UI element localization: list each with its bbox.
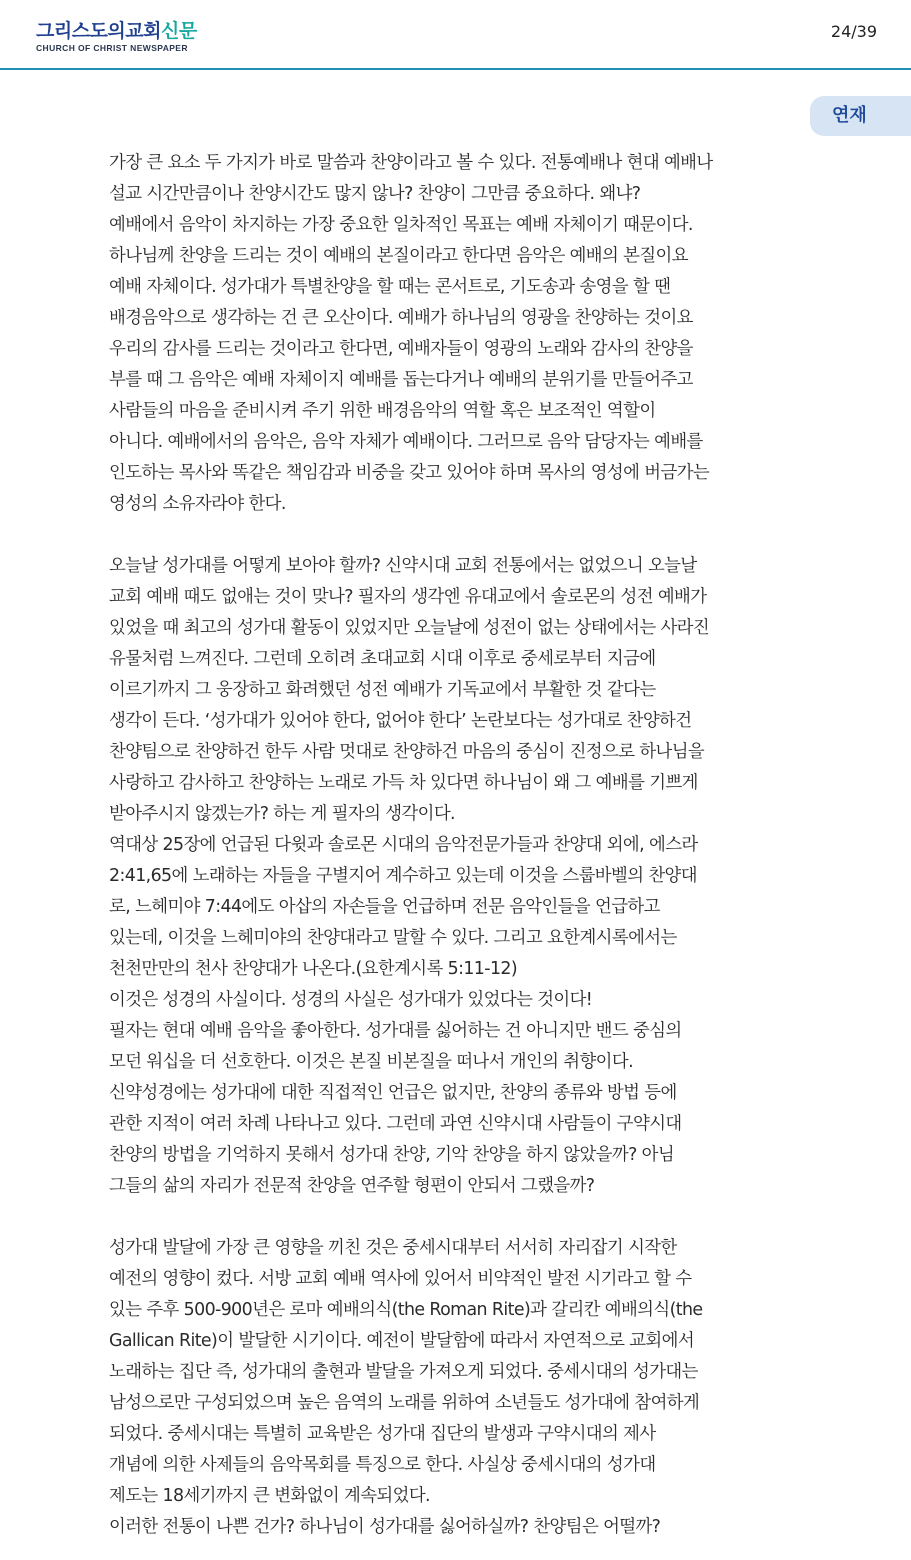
paragraph-1 [109,148,809,520]
text-line: 가장 큰 요소 두 가지가 바로 말씀과 찬양이라고 볼 수 있다. 전통예배나 현대 예배나 [109,153,713,173]
text-line: 있는 주후 500-900년은 로마 예배의식(the Roman Rite)과 갈리칸 예배의식(the [109,1300,703,1320]
text-line: 설교 시간만큼이나 찬양시간도 많지 않나? 찬양이 그만큼 중요하다. 왜냐? [109,184,641,204]
text-line: 찬양팀으로 찬양하건 한두 사람 멋대로 찬양하건 마음의 중심이 진정으로 하나님을 [109,742,705,762]
text-line: 우리의 감사를 드리는 것이라고 한다면, 예배자들이 영광의 노래와 감사의 찬양을 [109,339,693,359]
article-body [109,148,809,1543]
text-line: 찬양의 방법을 기억하지 못해서 성가대 찬양, 기악 찬양을 하지 않았을까? 아님 [109,1145,675,1165]
text-line: 노래하는 집단 즉, 성가대의 출현과 발달을 가져오게 되었다. 중세시대의 성가대는 [109,1362,698,1382]
text-line: 인도하는 목사와 똑같은 책임감과 비중을 갖고 있어야 하며 목사의 영성에 버금가는 [109,463,710,483]
text-line: 있는데, 이것을 느헤미야의 찬양대라고 말할 수 있다. 그리고 요한계시록에서는 [109,928,677,948]
text-line: 교회 예배 때도 없애는 것이 맞나? 필자의 생각엔 유대교에서 솔로몬의 성전 예배가 [109,587,707,607]
text-line: 2:41,65에 노래하는 자들을 구별지어 계수하고 있는데 이것을 스룹바벨의 찬양대 [109,866,697,886]
text-line: 로, 느헤미야 7:44에도 아삽의 자손들을 언급하며 전문 음악인들을 언급하고 [109,897,660,917]
text-line: 모던 워십을 더 선호한다. 이것은 본질 비본질을 떠나서 개인의 취향이다. [109,1052,633,1072]
text-line: 이것은 성경의 사실이다. 성경의 사실은 성가대가 있었다는 것이다! [109,990,593,1010]
text-line: 받아주시지 않겠는가? 하는 게 필자의 생각이다. [109,804,455,824]
text-line: 부를 때 그 음악은 예배 자체이지 예배를 돕는다거나 예배의 분위기를 만들어주고 [109,370,693,390]
text-line: 관한 지적이 여러 차례 나타나고 있다. 그런데 과연 신약시대 사람들이 구약시대 [109,1114,682,1134]
text-line: 오늘날 성가대를 어떻게 보아야 할까? 신약시대 교회 전통에서는 없었으니 오늘날 [109,556,697,576]
newspaper-logo[interactable] [36,20,197,53]
text-line: 제도는 18세기까지 큰 변화없이 계속되었다. [109,1486,430,1506]
logo-english: CHURCH OF CHRIST NEWSPAPER [36,43,188,53]
paragraph-2 [109,551,809,1202]
paragraph-gap [109,1202,809,1233]
text-line: 되었다. 중세시대는 특별히 교육받은 성가대 집단의 발생과 구약시대의 제사 [109,1424,656,1444]
text-line: 생각이 든다. ‘성가대가 있어야 한다, 없어야 한다’ 논란보다는 성가대로 찬양하건 [109,711,692,731]
paragraph-3 [109,1233,809,1543]
text-line: 배경음악으로 생각하는 건 큰 오산이다. 예배가 하나님의 영광을 찬양하는 것이요 [109,308,693,328]
text-line: 필자는 현대 예배 음악을 좋아한다. 성가대를 싫어하는 건 아니지만 밴드 중심의 [109,1021,682,1041]
page-header [0,0,911,70]
text-line: 하나님께 찬양을 드리는 것이 예배의 본질이라고 한다면 음악은 예배의 본질이요 [109,246,688,266]
text-line: 역대상 25장에 언급된 다윗과 솔로몬 시대의 음악전문가들과 찬양대 외에, 에스라 [109,835,698,855]
logo-korean [36,20,197,42]
text-line: 유물처럼 느껴진다. 그런데 오히려 초대교회 시대 이후로 중세로부터 지금에 [109,649,656,669]
section-tab-serial[interactable]: 연재 [810,96,911,136]
text-line: 사람들의 마음을 준비시켜 주기 위한 배경음악의 역할 혹은 보조적인 역할이 [109,401,656,421]
logo-part2: 신문 [160,20,197,42]
page-number: 24/39 [830,22,877,41]
text-line: 남성으로만 구성되었으며 높은 음역의 노래를 위하여 소년들도 성가대에 참여하게 [109,1393,700,1413]
paragraph-gap [109,520,809,551]
text-line: 이르기까지 그 웅장하고 화려했던 성전 예배가 기독교에서 부활한 것 같다는 [109,680,656,700]
text-line: 예배 자체이다. 성가대가 특별찬양을 할 때는 콘서트로, 기도송과 송영을 할 땐 [109,277,671,297]
logo-part1: 그리스도의교회 [36,20,161,42]
text-line: 신약성경에는 성가대에 대한 직접적인 언급은 없지만, 찬양의 종류와 방법 등에 [109,1083,677,1103]
text-line: 천천만만의 천사 찬양대가 나온다.(요한계시록 5:11-12) [109,959,518,979]
text-line: 영성의 소유자라야 한다. [109,494,286,514]
text-line: 그들의 삶의 자리가 전문적 찬양을 연주할 형편이 안되서 그랬을까? [109,1176,595,1196]
text-line: 아니다. 예배에서의 음악은, 음악 자체가 예배이다. 그러므로 음악 담당자는 예배를 [109,432,703,452]
text-line: 이러한 전통이 나쁜 건가? 하나님이 성가대를 싫어하실까? 찬양팀은 어떨까? [109,1517,661,1537]
text-line: 있었을 때 최고의 성가대 활동이 있었지만 오늘날에 성전이 없는 상태에서는 사라진 [109,618,710,638]
text-line: 사랑하고 감사하고 찬양하는 노래로 가득 차 있다면 하나님이 왜 그 예배를 기쁘게 [109,773,698,793]
text-line: 성가대 발달에 가장 큰 영향을 끼친 것은 중세시대부터 서서히 자리잡기 시작한 [109,1238,677,1258]
text-line: Gallican Rite)이 발달한 시기이다. 예전이 발달함에 따라서 자연적으로 교회에서 [109,1331,695,1351]
text-line: 개념에 의한 사제들의 음악목회를 특징으로 한다. 사실상 중세시대의 성가대 [109,1455,656,1475]
text-line: 예전의 영향이 컸다. 서방 교회 예배 역사에 있어서 비약적인 발전 시기라고 할 수 [109,1269,692,1289]
text-line: 예배에서 음악이 차지하는 가장 중요한 일차적인 목표는 예배 자체이기 때문이다. [109,215,693,235]
